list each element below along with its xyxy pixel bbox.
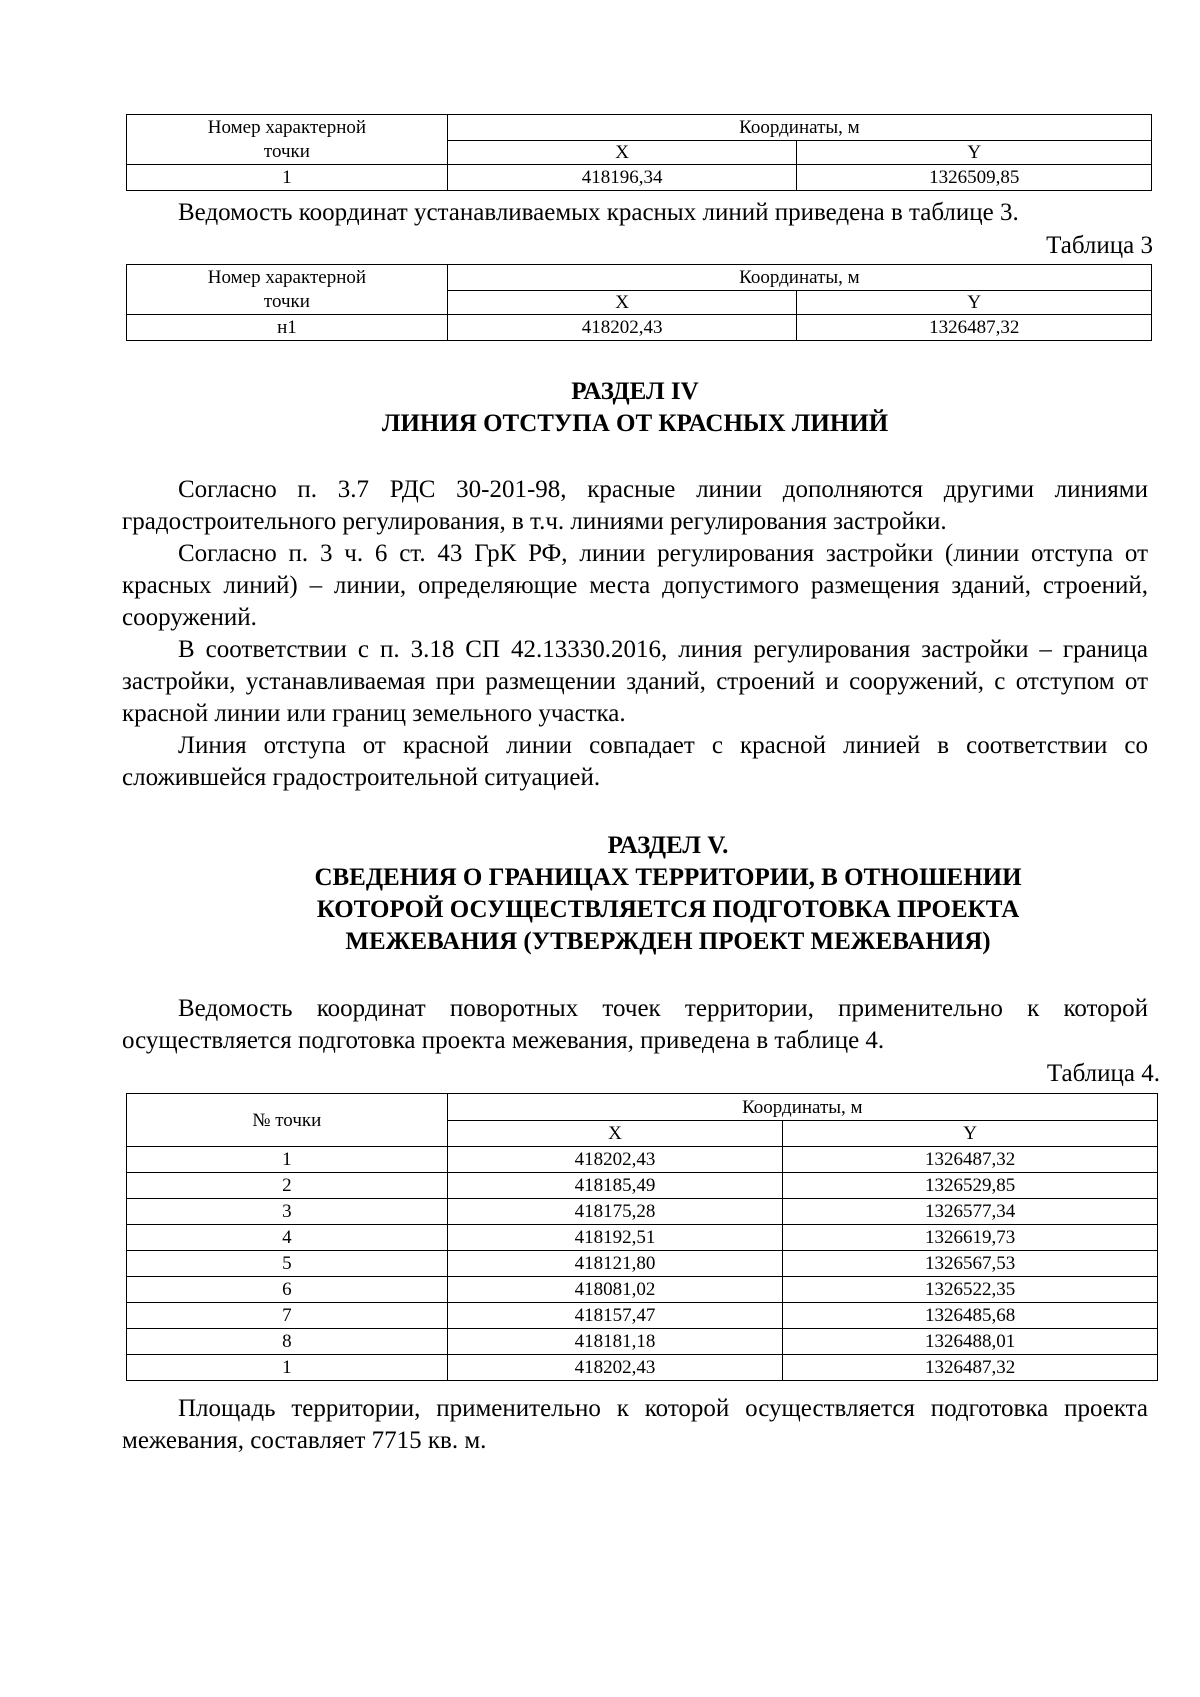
section4-paragraph-1: Согласно п. 3.7 РДС 30-201-98, красные линии дополняются другими линиями градостроительного регулирования, в т.ч. линиями регулирования застройки. [122,476,1148,535]
table-row [127,315,1152,341]
coord-y: 1326487,32 [783,1355,1158,1381]
table-row [127,165,1152,191]
section4-title: РАЗДЕЛ IV [571,378,699,405]
coord-x: 418196,34 [447,165,797,191]
header-x: X [447,1121,783,1147]
point-number: 7 [127,1303,448,1329]
coordinates-table-3 [126,264,1152,341]
header-coordinates: Координаты, м [447,1094,1157,1121]
section5-subtitle-line2: КОТОРОЙ ОСУЩЕСТВЛЯЕТСЯ ПОДГОТОВКА ПРОЕКТА [316,896,1020,923]
header-point-number: Номер характерной точки [127,265,448,315]
header-coordinates: Координаты, м [447,115,1151,141]
section4-subtitle: ЛИНИЯ ОТСТУПА ОТ КРАСНЫХ ЛИНИЙ [381,410,889,437]
area-paragraph: Площадь территории, применительно к которой осуществляется подготовка проекта межевания, составляет 7715 кв. м. [122,1395,1148,1454]
coord-y: 1326619,73 [783,1225,1158,1251]
point-number: 6 [127,1277,448,1303]
header-point-number: № точки [127,1094,448,1147]
point-number: 3 [127,1199,448,1225]
point-number: 1 [127,165,448,191]
coord-y: 1326529,85 [783,1173,1158,1199]
coord-y: 1326509,85 [797,165,1152,191]
table-row [127,1199,1158,1225]
coord-x: 418202,43 [447,1147,783,1173]
coord-x: 418181,18 [447,1329,783,1355]
coord-x: 418121,80 [447,1251,783,1277]
table-row [127,1329,1158,1355]
point-number: 2 [127,1173,448,1199]
coord-y: 1326487,32 [797,315,1152,341]
coord-y: 1326522,35 [783,1277,1158,1303]
table-row [127,1147,1158,1173]
coord-y: 1326567,53 [783,1251,1158,1277]
section4-paragraph-3: В соответствии с п. 3.18 СП 42.13330.2016, линия регулирования застройки – граница застройки, устанавливаемая при размещении зданий, строений и сооружений, с отступом от красной линии или границ земельного участка. [122,636,1148,727]
coord-y: 1326487,32 [783,1147,1158,1173]
coord-y: 1326577,34 [783,1199,1158,1225]
header-y: Y [797,141,1152,165]
coord-x: 418202,43 [447,315,797,341]
table-row [127,1355,1158,1381]
table-row [127,1277,1158,1303]
coord-x: 418175,28 [447,1199,783,1225]
point-number: н1 [127,315,448,341]
coord-x: 418192,51 [447,1225,783,1251]
point-number: 1 [127,1355,448,1381]
point-number: 1 [127,1147,448,1173]
table-row [127,1173,1158,1199]
table-row [127,1225,1158,1251]
coord-x: 418185,49 [447,1173,783,1199]
table4-caption: Таблица 4. [1046,1060,1160,1087]
coord-x: 418081,02 [447,1277,783,1303]
coord-x: 418202,43 [447,1355,783,1381]
section5-title: РАЗДЕЛ V. [607,832,729,859]
coordinates-table-4 [126,1093,1158,1381]
table4-intro: Ведомость координат поворотных точек территории, применительно к которой осуществляется подготовка проекта межевания, приведена в таблице 4. [122,995,1148,1054]
point-number: 5 [127,1251,448,1277]
header-y: Y [783,1121,1158,1147]
table3-intro: Ведомость координат устанавливаемых красных линий приведена в таблице 3. [178,199,1019,226]
coordinates-table-top [126,114,1152,191]
table-row [127,1251,1158,1277]
point-number: 8 [127,1329,448,1355]
header-point-number: Номер характерной точки [127,115,448,165]
table-row [127,1303,1158,1329]
table3-caption: Таблица 3 [1046,232,1153,259]
section4-paragraph-4: Линия отступа от красной линии совпадает с красной линией в соответствии со сложившейся градостроительной ситуацией. [122,732,1148,791]
point-number: 4 [127,1225,448,1251]
header-x: X [447,291,797,315]
header-coordinates: Координаты, м [447,265,1151,291]
coord-y: 1326488,01 [783,1329,1158,1355]
section4-paragraph-2: Согласно п. 3 ч. 6 ст. 43 ГрК РФ, линии регулирования застройки (линии отступа от красных линий) – линии, определяющие места допустимого размещения зданий, строений, сооружений. [122,540,1148,631]
coord-y: 1326485,68 [783,1303,1158,1329]
header-x: X [447,141,797,165]
header-y: Y [797,291,1152,315]
coord-x: 418157,47 [447,1303,783,1329]
section5-subtitle-line1: СВЕДЕНИЯ О ГРАНИЦАХ ТЕРРИТОРИИ, В ОТНОШЕНИИ [314,864,1022,891]
section5-subtitle-line3: МЕЖЕВАНИЯ (УТВЕРЖДЕН ПРОЕКТ МЕЖЕВАНИЯ) [345,928,991,955]
